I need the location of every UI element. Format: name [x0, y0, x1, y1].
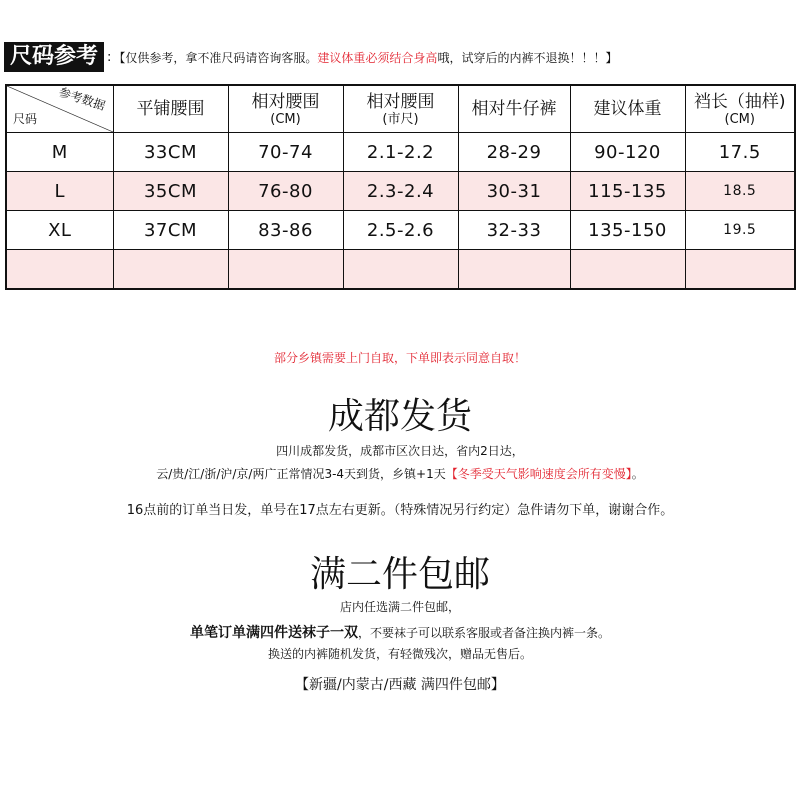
header-note: [113, 49, 617, 66]
table-cell: 83-86: [228, 211, 343, 250]
table-header-row: [6, 85, 795, 133]
free-shipping-line-3: 换送的内裤随机发货，有轻微残次，赠品无售后。: [267, 647, 532, 661]
free-shipping-line-1: 店内任选满二件包邮，: [339, 600, 460, 614]
corner-label-size: 尺码: [13, 112, 38, 126]
pickup-notice: 部分乡镇需要上门自取，下单即表示同意自取！: [273, 351, 526, 365]
table-cell: [458, 250, 570, 290]
column-header-unit: (市尺): [382, 111, 419, 127]
table-row-xl: [6, 211, 795, 250]
table-cell: 32-33: [458, 211, 570, 250]
winter-delay-notice: 【冬季受天气影响速度会所有变慢】: [445, 467, 632, 481]
column-header: [458, 85, 570, 133]
table-cell: 2.3-2.4: [343, 172, 458, 211]
column-header-main: 平铺腰围: [136, 99, 205, 119]
table-row-empty: [6, 250, 795, 290]
size-label: L: [6, 172, 113, 211]
table-cell: 35CM: [113, 172, 228, 211]
header-note-part-2: 哦，试穿后的内裤不退换！！！】: [437, 50, 618, 65]
table-cell: [228, 250, 343, 290]
table-cell: 30-31: [458, 172, 570, 211]
column-header: [343, 85, 458, 133]
table-cell: 18.5: [685, 172, 795, 211]
table-cell: [343, 250, 458, 290]
size-reference-badge: 尺码参考: [4, 42, 104, 72]
table-cell: 76-80: [228, 172, 343, 211]
table-cell: 17.5: [685, 133, 795, 172]
table-cell: 115-135: [570, 172, 685, 211]
table-cell: 70-74: [228, 133, 343, 172]
size-reference-header: [4, 42, 617, 72]
table-cell: 2.1-2.2: [343, 133, 458, 172]
table-cell: 37CM: [113, 211, 228, 250]
shipping-regions-text: 云/贵/江/浙/沪/京/两广正常情况3-4天到货，乡镇+1天: [156, 467, 446, 481]
table-cell: 135-150: [570, 211, 685, 250]
header-note-part-1: 【仅供参考，拿不准尺码请咨询客服。: [113, 50, 318, 65]
shipping-title: 成都发货: [327, 396, 472, 437]
column-header: [228, 85, 343, 133]
table-cell: 90-120: [570, 133, 685, 172]
header-separator: :: [107, 49, 112, 65]
table-corner-cell: [6, 85, 113, 133]
socks-gift-alternative: ，不要袜子可以联系客服或者备注换内裤一条。: [357, 626, 610, 640]
column-header-unit: (CM): [724, 111, 755, 127]
size-table: [5, 84, 796, 290]
column-header-unit: (CM): [270, 111, 301, 127]
column-header-main: 相对腰围: [366, 91, 435, 112]
table-cell: 33CM: [113, 133, 228, 172]
table-cell: [113, 250, 228, 290]
free-shipping-title: 满二件包邮: [309, 554, 490, 595]
column-header-main: 相对腰围: [251, 91, 320, 112]
socks-gift-offer: 单笔订单满四件送袜子一双: [189, 625, 358, 641]
table-cell: [685, 250, 795, 290]
table-cell: [6, 250, 113, 290]
shipping-line-2-end: 。: [631, 467, 644, 481]
column-header-main: 相对牛仔裤: [471, 99, 557, 119]
table-row-l: [6, 172, 795, 211]
shipping-line-1: 四川成都发货，成都市区次日达，省内2日达，: [276, 444, 524, 458]
table-cell: 2.5-2.6: [343, 211, 458, 250]
table-cell: [570, 250, 685, 290]
corner-label-reference: 参考数据: [57, 84, 108, 114]
size-label: XL: [6, 211, 113, 250]
column-header-main: 裆长（抽样): [693, 91, 786, 112]
table-row-m: [6, 133, 795, 172]
column-header: [113, 85, 228, 133]
header-note-red: 建议体重必须结合身高: [317, 50, 438, 65]
column-header-main: 建议体重: [593, 99, 662, 119]
size-label: M: [6, 133, 113, 172]
column-header: [570, 85, 685, 133]
table-cell: 28-29: [458, 133, 570, 172]
shipping-line-2: [0, 465, 800, 482]
column-header: [685, 85, 795, 133]
free-shipping-line-2: [0, 622, 800, 642]
shipping-line-3: 16点前的订单当日发，单号在17点左右更新。（特殊情况另行约定）急件请勿下单，谢谢合作。: [126, 503, 674, 518]
remote-region-note: 【新疆/内蒙古/西藏 满四件包邮】: [295, 677, 505, 693]
table-cell: 19.5: [685, 211, 795, 250]
